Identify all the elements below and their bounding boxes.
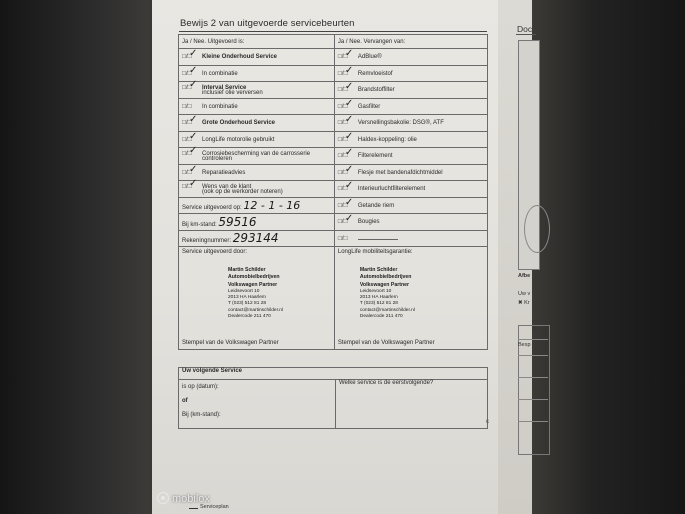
longlife-label: LongLife mobiliteitsgarantie: (337, 249, 413, 255)
longlife-cell (334, 247, 487, 350)
performed-by-label: Service uitgevoerd door: (182, 249, 248, 255)
adjacent-table-line (518, 339, 548, 340)
km-cell: Bij km-stand: 59516 (179, 214, 335, 231)
adjacent-table-head: D (532, 327, 536, 333)
checkbox-icon: □/□ ✓ (182, 177, 198, 190)
checkbox-icon: □/□ ✓ (337, 64, 354, 77)
list-item: □/□ ✓ Wens van de klant (ook op de werkorder noteren) (179, 181, 335, 198)
checkbox-icon: □/□ ✓ (337, 180, 354, 193)
list-item (334, 230, 487, 247)
checkbox-icon: □/□ ✓ (337, 114, 354, 127)
checkbox-icon: □/□ (337, 234, 348, 242)
next-service-fields: is op (datum): of Bij (km-stand): (179, 380, 336, 429)
list-item: □/□ ✓ Getande riem (334, 197, 487, 214)
stray-mark: c (486, 419, 489, 425)
table-row (179, 164, 488, 181)
list-item: □/□ ✓ Gasfilter (334, 98, 487, 115)
page-mark (189, 508, 198, 509)
list-item: □/□ In combinatie (179, 98, 335, 115)
stamp-footer: Stempel van de Volkswagen Partner (337, 340, 435, 346)
page-footer: Serviceplan (200, 504, 229, 510)
invoice-value: 293144 (232, 231, 279, 246)
checkbox-icon: □/□ (182, 102, 192, 110)
list-item: □/□ ✓ AdBlue® (334, 49, 487, 66)
checkbox-icon: □/□ ✓ (182, 130, 198, 143)
invoice-cell: Rekeningnummer: 293144 (179, 230, 335, 247)
title-rule (179, 31, 487, 32)
list-item: □/□ ✓ Bougies (334, 214, 487, 231)
adjacent-text-line: ✖ Kr (518, 300, 530, 306)
table-row (179, 49, 488, 66)
list-item: □/□ ✓ Filterelement (334, 148, 487, 165)
adjacent-table-line (518, 355, 548, 356)
checkbox-icon: □/□ ✓ (337, 48, 354, 61)
adjacent-page-title: Doc (517, 24, 533, 34)
checkbox-icon: □/□ ✓ (337, 196, 354, 209)
adjacent-title-rule (516, 34, 536, 35)
blank-line (358, 239, 398, 240)
list-item: □/□ ✓ Corrosiebescherming van de carrosserie controleren (179, 148, 335, 165)
list-item: □/□ ✓ Interieurluchtfilterelement (334, 181, 487, 198)
checkbox-icon: □/□ ✓ (337, 130, 354, 143)
list-item: □/□ ✓ Haldex-koppeling: olie (334, 131, 487, 148)
list-item: □/□ ✓ Reparatieadvies (179, 164, 335, 181)
dealer-stamp: Martin Schilder Automobielbedrijven Volkswagen Partner Leidsevoort 10 2013 HA Haarlem T (023) 512 81 28 contact@martinschilder.nl Dealercode 211 470 (359, 267, 415, 320)
list-item: □/□ ✓ Remvloeistof (334, 65, 487, 82)
list-item: □/□ ✓ In combinatie (179, 65, 335, 82)
right-column-header: Ja / Nee. Vervangen van: (334, 35, 487, 49)
table-row (179, 115, 488, 132)
checkbox-icon: □/□ ✓ (182, 114, 198, 127)
table-row (179, 82, 488, 99)
table-row (179, 197, 488, 214)
list-item: □/□ ✓ Interval Service inclusief olie verversen (179, 82, 335, 99)
table-row (179, 131, 488, 148)
page-title: Bewijs 2 van uitgevoerde servicebeurten (180, 18, 355, 29)
checkbox-icon: □/□ ✓ (182, 48, 198, 61)
adjacent-table-line (518, 399, 548, 400)
list-item: □/□ ✓ Flesje met bandenafdichtmiddel (334, 164, 487, 181)
checkbox-icon: □/□ ✓ (182, 144, 198, 157)
checkbox-icon: □/□ ✓ (337, 97, 354, 110)
table-row (179, 98, 488, 115)
table-row (179, 148, 488, 165)
list-item: □/□ ✓ Versnellingsbakolie: DSG®, ATF (334, 115, 487, 132)
service-date-value: 12 - 1 - 16 (243, 198, 301, 212)
adjacent-table-row: Besp (518, 342, 531, 348)
watermark: mobilox (157, 492, 210, 505)
adjacent-text-line: Uw v (518, 291, 531, 297)
table-row (179, 230, 488, 247)
table-row (179, 65, 488, 82)
adjacent-table-line (518, 377, 548, 378)
km-value: 59516 (218, 214, 257, 229)
next-service-question: Welke service is de eerstvolgende? (336, 380, 488, 429)
list-item: □/□ ✓ Kleine Onderhoud Service (179, 49, 335, 66)
checkbox-icon: □/□ ✓ (337, 147, 354, 160)
left-column-header: Ja / Nee. Uitgevoerd is: (179, 35, 335, 49)
mobilox-logo-icon (157, 492, 169, 504)
service-date-cell: Service uitgevoerd op: 12 - 1 - 16 (179, 197, 335, 214)
adjacent-caption: Afbe (518, 273, 531, 279)
background-right (532, 0, 685, 514)
next-service-title: Uw volgende Service (179, 368, 488, 380)
service-table (178, 34, 488, 350)
table-row (179, 214, 488, 231)
list-item: □/□ ✓ LongLife motorolie gebruikt (179, 131, 335, 148)
service-booklet-page (152, 0, 498, 514)
table-row (179, 181, 488, 198)
list-item: □/□ ✓ Brandstoffilter (334, 82, 487, 99)
adjacent-photo-detail (524, 205, 550, 253)
background-left (0, 0, 152, 514)
stamp-footer: Stempel van de Volkswagen Partner (182, 340, 279, 346)
next-service-table (178, 367, 488, 429)
checkbox-icon: □/□ ✓ (182, 78, 198, 91)
checkbox-icon: □/□ ✓ (337, 163, 354, 176)
performed-by-cell (179, 247, 335, 350)
adjacent-table-line (518, 421, 548, 422)
adjacent-page (498, 0, 536, 514)
dealer-stamp: Martin Schilder Automobielbedrijven Volkswagen Partner Leidsevoort 10 2013 HA Haarlem T (023) 512 81 28 contact@martinschilder.nl Dealercode 211 470 (228, 267, 283, 320)
checkbox-icon: □/□ ✓ (182, 163, 198, 176)
list-item: □/□ ✓ Grote Onderhoud Service (179, 115, 335, 132)
checkbox-icon: □/□ ✓ (182, 64, 198, 77)
checkbox-icon: □/□ ✓ (337, 213, 354, 226)
checkbox-icon: □/□ ✓ (337, 81, 354, 94)
